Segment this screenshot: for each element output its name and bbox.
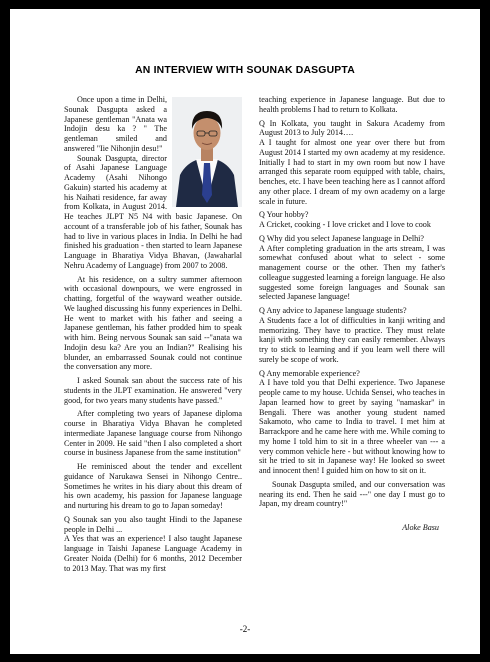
paragraph: Sounak Dasgupta smiled, and our conversation was nearing its end. Then he said ---" one day I must go to Japan, my dream country!" [259, 479, 445, 509]
question: Q Sounak san you also taught Hindi to the Japanese people in Delhi ... [64, 514, 242, 534]
question: Q Why did you select Japanese language in Delhi? [259, 233, 425, 243]
question: Q Any memorable experience? [259, 368, 360, 378]
question: Q Any advice to Japanese language students? [259, 306, 407, 315]
portrait-photo-icon [172, 97, 242, 207]
answer: A I have told you that Delhi experience. Two Japanese people came to my house. Uchida Sensei, who teaches in Japan learned how to greet by saying "namaskar" in Bengali. There was another young student named Sakamoto, who came to India to travel. I met him at Barrackpore and he came here with me. While coming to my home I told him to sit in a three wheeler van --- a very common vehicle here - but without knowing how to sit he tried to sit in Japanese way! He looked so sweet and innocent then! I guided him on how to sit on it. [259, 378, 445, 475]
answer: A Yes that was an experience! I also taught Japanese language in Taishi Japanese Language Academy in Greater Noida (Delhi) for 6 months, 2012 December to 2013 May. That was my first [64, 534, 242, 573]
paragraph: After completing two years of Japanese diploma course in Bharatiya Vidya Bhavan he completed intermediate Japanese language course from Nihongo Center in 2009. He said "then I also completed a short course in business Japanese from the same institution" [64, 409, 242, 458]
answer: teaching experience in Japanese language. But due to health problems I had to return to Kolkata. [259, 95, 445, 114]
right-column [259, 95, 445, 533]
author-signature: Aloke Basu [402, 523, 439, 532]
portrait-photo [172, 97, 242, 207]
question: Q Your hobby? [259, 210, 309, 220]
magazine-page [10, 9, 480, 654]
answer: A After completing graduation in the arts stream, I was somewhat confused about what to select - some management course or the other. Then my father's colleague suggested learning a foreign language. He also suggested some foreign languages and Sounak san selected Japanese language! [259, 243, 445, 302]
paragraph: Once upon a time in Delhi, Sounak Dasgupta asked a Japanese gentleman "Anata wa Indojin desu ka ? " The gentleman smiled and answered "Iie Nihonjin desu!" [64, 95, 167, 153]
page-number: -2- [239, 624, 251, 634]
answer: A I taught for almost one year over there but from August 2014 I started my own academy at my residence. Initially I had to start in my own room but now I have arranged this separate room equipped with table, chairs, benches, etc. I have been teaching here as I cannot afford any other place. I dream of my own academy on a large scale in future. [259, 138, 445, 206]
left-column [64, 95, 242, 573]
paragraph: Sounak Dasgupta, director of Asahi Japanese Language Academy (Asahi Nihongo Gakuin) started his academy at his Naihati residence, far away from Kolkata, in August 2014. He teaches JLPT N5 N4 with basic Japanese. On account of a transferable job of his father, Sounak has had to live in various places in India. In Delhi he had finished his graduation - then started to learn Japanese Language in Bharatiya Vidya Bhavan, (Jawaharlal Nehru Academy of Language) from 2007 to 2008. [64, 153, 242, 270]
paragraph: He reminisced about the tender and excellent guidance of Narukawa Sensei in Nihongo Centre.. Sometimes he writes in his diary about this dream of his own academy, his passion for Japanese language and nurturing his dream to go to Japan someday! [64, 462, 242, 510]
article-title: AN INTERVIEW WITH SOUNAK DASGUPTA [135, 65, 355, 76]
question: Q In Kolkata, you taught in Sakura Academy from August 2013 to July 2014…. [259, 118, 445, 138]
paragraph: At his residence, on a sultry summer afternoon with occasional downpours, we were engrossed in chatting, forgetful of the wayward weather outside. We laughed discussing his funny experiences in Delhi. He went to market with his father and seeing a Japanese gentleman, his father prodded him to speak with him. Being nervous Sounak san said --"anata wa Indojin desu ka? Are you an Indian?" Realising his blunder, an embarrassed Sounak could not continue the conversation any more. [64, 274, 242, 372]
paragraph: I asked Sounak san about the success rate of his students in the JLPT examination. He answered "very good, for two years many students have passed." [64, 376, 242, 405]
answer: A Students face a lot of difficulties in kanji writing and memorizing. They have to practice. They must relate kanji with something they can easily remember. Always try to stick to learning and if you learn well there will surely be scope of work. [259, 315, 445, 364]
answer: A Cricket, cooking - I love cricket and I love to cook [259, 220, 431, 229]
